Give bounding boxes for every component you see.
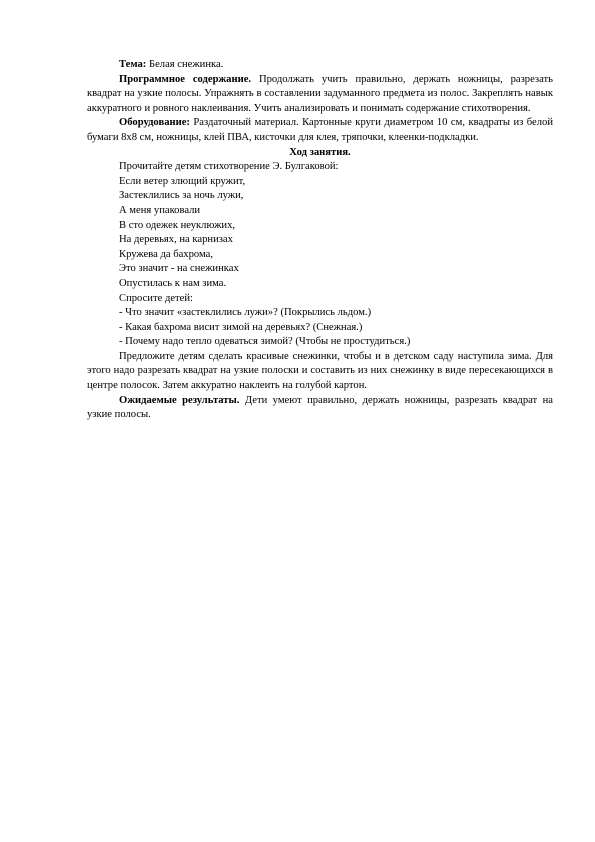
poem-line: В сто одежек неуклюжих, xyxy=(119,219,236,231)
equipment-paragraph xyxy=(87,116,553,145)
program-text: Продолжать учить правильно, держать ножницы, разрезать квадрат на узкие полосы. Упражнять в составлении задуманного предмета из полос. Закреплять навык аккуратного и ровного наклеивания. Учить анализировать и понимать содержание стихотворения. xyxy=(87,73,553,114)
results-paragraph xyxy=(87,394,553,423)
ask-intro: Спросите детей: xyxy=(119,292,193,304)
question-item: - Что значит «застеклились лужи»? (Покрылись льдом.) xyxy=(119,307,372,319)
program-paragraph xyxy=(87,73,553,117)
task-paragraph: Предложите детям сделать красивые снежинки, чтобы и в детском саду наступила зима. Для этого надо разрезать квадрат на узкие полоски и составить из них снежинку в виде пересекающихся в центре полосок. Затем аккуратно наклеить на голубой картон. xyxy=(87,350,553,392)
topic-text: Белая снежинка. xyxy=(146,59,224,70)
poem-line: Кружева да бахрома, xyxy=(119,248,213,260)
poem-line: На деревьях, на карнизах xyxy=(119,234,233,246)
poem-line: Опустилась к нам зима. xyxy=(119,277,227,289)
results-label: Ожидаемые результаты. xyxy=(119,394,240,406)
lesson-heading: Ход занятия. xyxy=(289,146,351,158)
poem-line: Если ветер злющий кружит, xyxy=(119,175,246,187)
equipment-text: Раздаточный материал. Картонные круги диаметром 10 см, квадраты из белой бумаги 8х8 см, ножницы, клей ПВА, кисточки для клея, тряпочки, клеенки-подкладки. xyxy=(87,117,553,143)
program-label: Программное содержание. xyxy=(119,73,252,85)
poem-line: А меня упаковали xyxy=(119,204,201,216)
poem-line: Застеклились за ночь лужи, xyxy=(119,190,244,202)
poem-line: Это значит - на снежинках xyxy=(119,263,239,275)
poem xyxy=(87,175,553,292)
results-text: Дети умеют правильно, держать ножницы, разрезать квадрат на узкие полосы. xyxy=(87,394,553,421)
topic-label: Тема: xyxy=(119,59,147,70)
topic-paragraph xyxy=(87,58,553,73)
question-item: - Какая бахрома висит зимой на деревьях? (Снежная.) xyxy=(119,321,363,333)
question-item: - Почему надо тепло одеваться зимой? (Чтобы не простудиться.) xyxy=(119,336,411,348)
equipment-label: Оборудование: xyxy=(119,117,190,129)
document-page xyxy=(87,58,553,423)
read-intro: Прочитайте детям стихотворение Э. Булгаковой: xyxy=(119,161,339,173)
questions-list xyxy=(87,306,553,350)
